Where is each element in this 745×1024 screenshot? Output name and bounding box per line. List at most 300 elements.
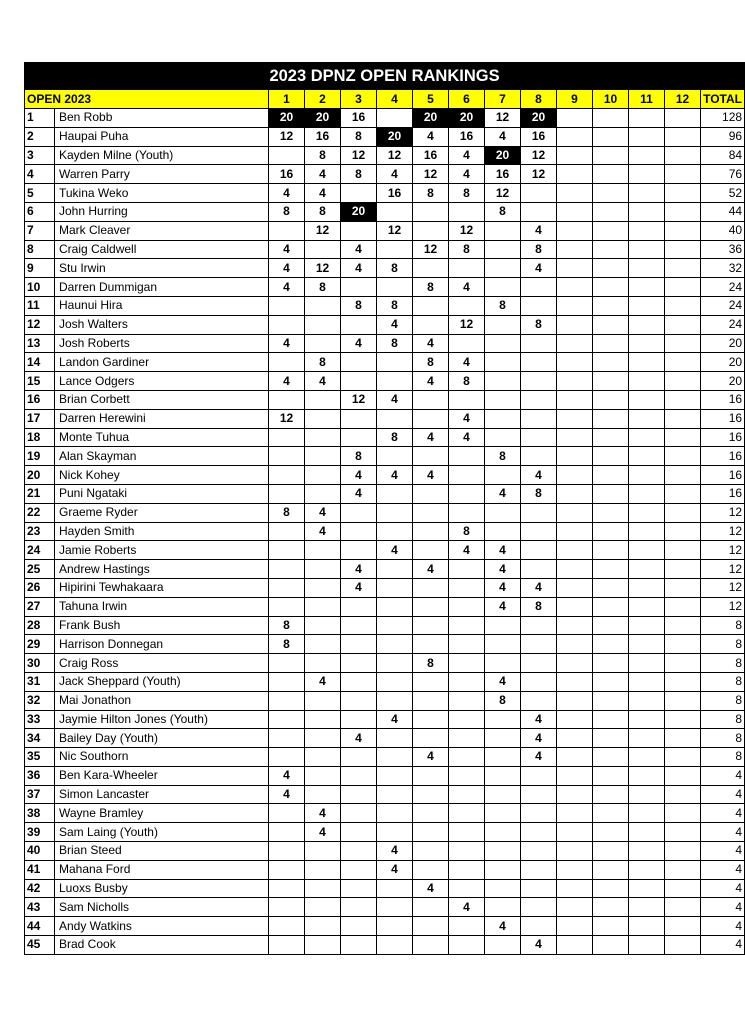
score-cell: 4 [305, 672, 341, 691]
table-row [25, 522, 745, 541]
score-cell [593, 635, 629, 654]
player-name-cell: Warren Parry [55, 165, 269, 184]
score-cell: 4 [269, 240, 305, 259]
score-cell [629, 428, 665, 447]
score-cell [449, 860, 485, 879]
score-cell [665, 165, 701, 184]
score-cell: 4 [485, 541, 521, 560]
total-cell: 16 [701, 409, 745, 428]
score-cell: 12 [377, 146, 413, 165]
table-row [25, 202, 745, 221]
total-cell: 16 [701, 447, 745, 466]
score-cell [377, 522, 413, 541]
score-cell [557, 898, 593, 917]
score-cell: 4 [485, 127, 521, 146]
player-name-cell: Landon Gardiner [55, 353, 269, 372]
score-cell [629, 654, 665, 673]
score-cell [269, 804, 305, 823]
score-cell [629, 879, 665, 898]
score-cell: 20 [305, 109, 341, 128]
score-cell: 4 [449, 428, 485, 447]
score-cell [485, 390, 521, 409]
score-cell [665, 428, 701, 447]
score-cell [521, 785, 557, 804]
score-cell [629, 936, 665, 955]
score-cell [557, 672, 593, 691]
score-cell [629, 748, 665, 767]
table-row [25, 748, 745, 767]
score-cell [665, 296, 701, 315]
rank-cell: 27 [25, 597, 55, 616]
score-cell [593, 804, 629, 823]
score-cell: 4 [269, 259, 305, 278]
table-row [25, 127, 745, 146]
header-total: TOTAL [701, 90, 745, 109]
score-cell [557, 578, 593, 597]
score-cell [449, 804, 485, 823]
total-cell: 8 [701, 710, 745, 729]
table-row [25, 184, 745, 203]
score-cell: 8 [377, 334, 413, 353]
score-cell [449, 691, 485, 710]
rank-cell: 23 [25, 522, 55, 541]
score-cell [341, 936, 377, 955]
score-cell [377, 823, 413, 842]
score-cell [341, 879, 377, 898]
table-row [25, 165, 745, 184]
rank-cell: 43 [25, 898, 55, 917]
table-row [25, 804, 745, 823]
score-cell [629, 334, 665, 353]
score-cell [629, 466, 665, 485]
score-cell [521, 879, 557, 898]
score-cell: 8 [413, 184, 449, 203]
total-cell: 4 [701, 785, 745, 804]
score-cell [413, 296, 449, 315]
score-cell [413, 635, 449, 654]
table-row [25, 428, 745, 447]
rank-cell: 10 [25, 278, 55, 297]
total-cell: 16 [701, 466, 745, 485]
player-name-cell: Lance Odgers [55, 372, 269, 391]
score-cell [665, 184, 701, 203]
score-cell [377, 616, 413, 635]
score-cell [629, 353, 665, 372]
rank-cell: 7 [25, 221, 55, 240]
score-cell [557, 710, 593, 729]
score-cell [665, 766, 701, 785]
score-cell [557, 785, 593, 804]
score-cell [521, 860, 557, 879]
score-cell [593, 202, 629, 221]
player-name-cell: Andy Watkins [55, 917, 269, 936]
score-cell [557, 541, 593, 560]
score-cell [269, 428, 305, 447]
total-cell: 8 [701, 691, 745, 710]
score-cell [665, 522, 701, 541]
score-cell: 4 [377, 390, 413, 409]
score-cell [449, 842, 485, 861]
score-cell [485, 428, 521, 447]
score-cell: 12 [269, 127, 305, 146]
table-row [25, 879, 745, 898]
table-row [25, 635, 745, 654]
rank-cell: 16 [25, 390, 55, 409]
player-name-cell: Graeme Ryder [55, 503, 269, 522]
score-cell [341, 353, 377, 372]
score-cell [377, 597, 413, 616]
score-cell [665, 898, 701, 917]
table-row [25, 654, 745, 673]
rankings-table [24, 62, 745, 955]
score-cell [593, 898, 629, 917]
player-name-cell: Simon Lancaster [55, 785, 269, 804]
rank-cell: 19 [25, 447, 55, 466]
player-name-cell: Ben Kara-Wheeler [55, 766, 269, 785]
total-cell: 44 [701, 202, 745, 221]
score-cell: 4 [413, 372, 449, 391]
score-cell [413, 691, 449, 710]
score-cell: 8 [521, 315, 557, 334]
score-cell [305, 240, 341, 259]
score-cell [413, 597, 449, 616]
total-cell: 12 [701, 560, 745, 579]
rank-cell: 42 [25, 879, 55, 898]
score-cell [593, 522, 629, 541]
table-row [25, 616, 745, 635]
player-name-cell: Ben Robb [55, 109, 269, 128]
score-cell [305, 484, 341, 503]
player-name-cell: Haunui Hira [55, 296, 269, 315]
player-name-cell: Alan Skayman [55, 447, 269, 466]
score-cell: 20 [449, 109, 485, 128]
rank-cell: 28 [25, 616, 55, 635]
score-cell [305, 296, 341, 315]
score-cell [305, 748, 341, 767]
score-cell [449, 390, 485, 409]
score-cell [521, 672, 557, 691]
score-cell [593, 353, 629, 372]
table-row [25, 898, 745, 917]
score-cell [449, 259, 485, 278]
score-cell [449, 710, 485, 729]
player-name-cell: Josh Walters [55, 315, 269, 334]
score-cell: 4 [377, 315, 413, 334]
score-cell [593, 372, 629, 391]
score-cell: 8 [305, 353, 341, 372]
total-cell: 12 [701, 522, 745, 541]
rank-cell: 20 [25, 466, 55, 485]
rank-cell: 32 [25, 691, 55, 710]
score-cell [521, 842, 557, 861]
score-cell [269, 221, 305, 240]
total-cell: 32 [701, 259, 745, 278]
table-row [25, 315, 745, 334]
total-cell: 52 [701, 184, 745, 203]
score-cell: 4 [377, 165, 413, 184]
header-round-1: 1 [269, 90, 305, 109]
score-cell [341, 409, 377, 428]
score-cell [413, 936, 449, 955]
score-cell: 4 [341, 578, 377, 597]
player-name-cell: Wayne Bramley [55, 804, 269, 823]
score-cell: 20 [521, 109, 557, 128]
score-cell [377, 635, 413, 654]
score-cell [557, 597, 593, 616]
score-cell [341, 428, 377, 447]
score-cell [413, 917, 449, 936]
score-cell [485, 466, 521, 485]
score-cell [377, 879, 413, 898]
score-cell: 4 [269, 372, 305, 391]
score-cell: 4 [305, 804, 341, 823]
score-cell [629, 785, 665, 804]
score-cell [629, 372, 665, 391]
score-cell [521, 560, 557, 579]
score-cell: 12 [377, 221, 413, 240]
rank-cell: 34 [25, 729, 55, 748]
score-cell [629, 522, 665, 541]
total-cell: 84 [701, 146, 745, 165]
score-cell: 12 [305, 221, 341, 240]
score-cell: 4 [413, 428, 449, 447]
score-cell [557, 353, 593, 372]
score-cell [485, 259, 521, 278]
rank-cell: 13 [25, 334, 55, 353]
score-cell [449, 597, 485, 616]
total-cell: 4 [701, 842, 745, 861]
score-cell: 4 [485, 560, 521, 579]
score-cell [629, 578, 665, 597]
score-cell: 4 [449, 409, 485, 428]
score-cell [449, 447, 485, 466]
score-cell [665, 616, 701, 635]
score-cell [449, 729, 485, 748]
score-cell: 20 [485, 146, 521, 165]
score-cell [377, 804, 413, 823]
score-cell [521, 541, 557, 560]
score-cell [305, 766, 341, 785]
score-cell: 4 [305, 184, 341, 203]
score-cell [413, 259, 449, 278]
total-cell: 12 [701, 597, 745, 616]
score-cell: 4 [413, 879, 449, 898]
score-cell [557, 879, 593, 898]
total-cell: 12 [701, 541, 745, 560]
rank-cell: 30 [25, 654, 55, 673]
table-row [25, 672, 745, 691]
score-cell [665, 146, 701, 165]
score-cell: 8 [377, 428, 413, 447]
score-cell [665, 936, 701, 955]
score-cell [593, 296, 629, 315]
score-cell [665, 447, 701, 466]
score-cell: 4 [305, 165, 341, 184]
score-cell [593, 334, 629, 353]
score-cell [305, 898, 341, 917]
score-cell [665, 541, 701, 560]
table-row [25, 541, 745, 560]
score-cell [269, 484, 305, 503]
score-cell [305, 447, 341, 466]
total-cell: 96 [701, 127, 745, 146]
score-cell [629, 127, 665, 146]
score-cell: 4 [449, 146, 485, 165]
score-cell [305, 917, 341, 936]
score-cell: 4 [377, 710, 413, 729]
score-cell [557, 240, 593, 259]
table-row [25, 597, 745, 616]
score-cell [521, 503, 557, 522]
score-cell [557, 691, 593, 710]
score-cell [557, 221, 593, 240]
score-cell [377, 447, 413, 466]
score-cell [413, 409, 449, 428]
score-cell [305, 315, 341, 334]
player-name-cell: Haupai Puha [55, 127, 269, 146]
score-cell: 20 [341, 202, 377, 221]
rank-cell: 21 [25, 484, 55, 503]
score-cell: 12 [449, 315, 485, 334]
score-cell [413, 503, 449, 522]
score-cell [593, 710, 629, 729]
score-cell: 8 [413, 353, 449, 372]
score-cell [665, 221, 701, 240]
score-cell: 4 [521, 221, 557, 240]
score-cell [341, 842, 377, 861]
score-cell: 8 [341, 447, 377, 466]
player-name-cell: Darren Dummigan [55, 278, 269, 297]
score-cell: 8 [413, 278, 449, 297]
score-cell [557, 390, 593, 409]
score-cell [665, 240, 701, 259]
score-cell [449, 748, 485, 767]
score-cell [485, 221, 521, 240]
score-cell [341, 597, 377, 616]
score-cell [665, 503, 701, 522]
total-cell: 8 [701, 635, 745, 654]
score-cell [593, 597, 629, 616]
total-cell: 40 [701, 221, 745, 240]
score-cell: 4 [377, 842, 413, 861]
score-cell [377, 766, 413, 785]
score-cell [665, 278, 701, 297]
score-cell [269, 917, 305, 936]
score-cell [593, 184, 629, 203]
score-cell [593, 672, 629, 691]
table-row [25, 729, 745, 748]
table-row [25, 240, 745, 259]
score-cell: 4 [449, 353, 485, 372]
score-cell [485, 879, 521, 898]
score-cell [341, 917, 377, 936]
player-name-cell: Hayden Smith [55, 522, 269, 541]
score-cell [377, 729, 413, 748]
score-cell: 8 [521, 597, 557, 616]
score-cell [341, 823, 377, 842]
total-cell: 8 [701, 729, 745, 748]
score-cell [269, 578, 305, 597]
table-row [25, 372, 745, 391]
score-cell [665, 635, 701, 654]
score-cell [665, 334, 701, 353]
player-name-cell: Brian Corbett [55, 390, 269, 409]
score-cell [413, 221, 449, 240]
score-cell: 4 [413, 748, 449, 767]
total-cell: 16 [701, 390, 745, 409]
rank-cell: 8 [25, 240, 55, 259]
total-cell: 4 [701, 804, 745, 823]
score-cell [557, 165, 593, 184]
score-cell [269, 936, 305, 955]
score-cell: 4 [521, 729, 557, 748]
player-name-cell: Darren Herewini [55, 409, 269, 428]
score-cell [521, 202, 557, 221]
score-cell [557, 428, 593, 447]
header-row [25, 90, 745, 109]
score-cell [629, 560, 665, 579]
score-cell [521, 804, 557, 823]
score-cell [269, 879, 305, 898]
player-name-cell: Mai Jonathon [55, 691, 269, 710]
score-cell [665, 672, 701, 691]
rank-cell: 25 [25, 560, 55, 579]
table-row [25, 484, 745, 503]
score-cell [557, 409, 593, 428]
score-cell: 8 [341, 296, 377, 315]
score-cell: 4 [485, 917, 521, 936]
score-cell: 8 [269, 202, 305, 221]
table-row [25, 353, 745, 372]
score-cell [485, 315, 521, 334]
score-cell [449, 202, 485, 221]
score-cell: 8 [449, 240, 485, 259]
score-cell [377, 654, 413, 673]
sheet-title: 2023 DPNZ OPEN RANKINGS [25, 63, 745, 90]
score-cell [629, 842, 665, 861]
score-cell [305, 428, 341, 447]
score-cell [665, 466, 701, 485]
score-cell [485, 635, 521, 654]
score-cell [629, 390, 665, 409]
score-cell [557, 259, 593, 278]
header-round-5: 5 [413, 90, 449, 109]
score-cell: 12 [413, 240, 449, 259]
score-cell [377, 109, 413, 128]
player-name-cell: Brad Cook [55, 936, 269, 955]
score-cell: 8 [449, 522, 485, 541]
score-cell: 8 [305, 146, 341, 165]
player-name-cell: Kayden Milne (Youth) [55, 146, 269, 165]
score-cell: 4 [341, 560, 377, 579]
score-cell: 16 [377, 184, 413, 203]
rank-cell: 26 [25, 578, 55, 597]
score-cell [593, 541, 629, 560]
score-cell: 20 [377, 127, 413, 146]
score-cell [629, 109, 665, 128]
score-cell [521, 428, 557, 447]
score-cell [593, 578, 629, 597]
score-cell [521, 353, 557, 372]
score-cell [629, 823, 665, 842]
score-cell [413, 804, 449, 823]
table-row [25, 409, 745, 428]
score-cell: 4 [305, 503, 341, 522]
score-cell [413, 766, 449, 785]
rank-cell: 11 [25, 296, 55, 315]
score-cell: 4 [341, 729, 377, 748]
total-cell: 24 [701, 278, 745, 297]
